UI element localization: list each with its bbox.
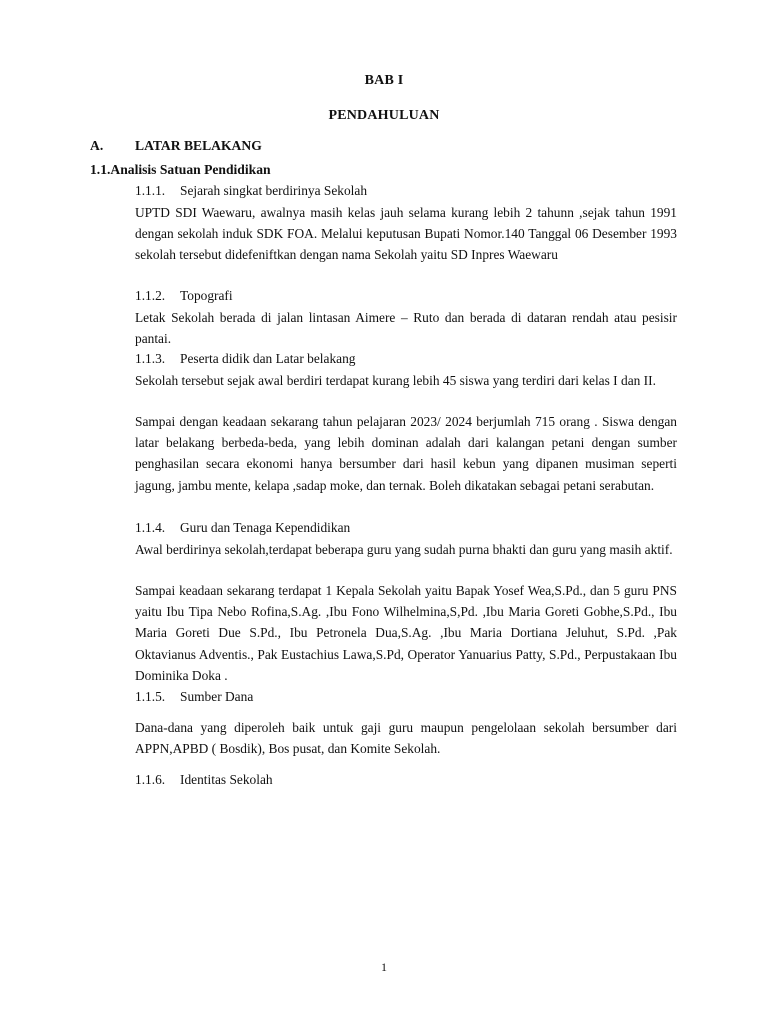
item-number: 1.1.4. <box>135 520 166 535</box>
item-title: Topografi <box>180 288 233 303</box>
item-heading-topografi <box>135 288 233 304</box>
item-number: 1.1.6. <box>135 772 166 787</box>
item-heading-sumber-dana <box>135 689 253 705</box>
paragraph-guru-sekarang: Sampai keadaan sekarang terdapat 1 Kepala Sekolah yaitu Bapak Yosef Wea,S.Pd., dan 5 guru PNS yaitu Ibu Tipa Nebo Rofina,S.Ag. ,Ibu Fono Wilhelmina,S,Pd. ,Ibu Maria Goreti Gobhe,S.Pd., Ibu Maria Goreti Due S.Pd., Ibu Petronela Dua,S.Ag. ,Ibu Maria Dortiana Jeluhut, S.Pd. ,Pak Oktavianus Adventis., Pak Eustachius Lawa,S.Pd, Operator Yanuarius Patty, S.Pd., Perpustakaan Ibu Dominika Doka . <box>135 583 677 683</box>
paragraph-sumber-dana: Dana-dana yang diperoleh baik untuk gaji guru maupun pengelolaan sekolah bersumber dari APPN,APBD ( Bosdik), Bos pusat, dan Komite Sekolah. <box>135 720 677 757</box>
item-heading-peserta-didik <box>135 351 356 367</box>
chapter-label: BAB I <box>364 73 404 88</box>
item-heading-guru <box>135 520 350 536</box>
paragraph-sejarah: UPTD SDI Waewaru, awalnya masih kelas jauh selama kurang lebih 2 tahunn ,sejak tahun 1991 dengan sekolah induk SDK FOA. Melalui keputusan Bupati Nomor.140 Tanggal 06 Desember 1993 sekolah tersebut didefeniftkan dengan nama Sekolah yaitu SD Inpres Waewaru <box>135 205 677 263</box>
item-number: 1.1.5. <box>135 689 166 704</box>
item-title: Sejarah singkat berdirinya Sekolah <box>180 183 368 198</box>
paragraph-peserta-awal: Sekolah tersebut sejak awal berdiri terdapat kurang lebih 45 siswa yang terdiri dari kelas I dan II. <box>135 373 656 388</box>
item-title: Peserta didik dan Latar belakang <box>180 351 356 366</box>
chapter-title: PENDAHULUAN <box>328 108 440 123</box>
item-heading-identitas <box>135 772 273 788</box>
paragraph-peserta-sekarang: Sampai dengan keadaan sekarang tahun pelajaran 2023/ 2024 berjumlah 715 orang . Siswa dengan latar belakang berbeda-beda, yang lebih dominan adalah dari kalangan petani dengan sumber penghasilan secara ekonomi hanya bersumber dari hasil kebun yang dipanen musiman seperti jagung, jambu mente, kelapa ,sadap moke, dan ternak. Boleh dikatakan sebagai petani serabutan. <box>135 414 677 493</box>
item-title: Guru dan Tenaga Kependidikan <box>180 520 351 535</box>
item-number: 1.1.3. <box>135 351 166 366</box>
item-title: Identitas Sekolah <box>180 772 273 787</box>
paragraph-guru-awal: Awal berdirinya sekolah,terdapat beberapa guru yang sudah purna bhakti dan guru yang masih aktif. <box>135 542 673 557</box>
item-heading-sejarah <box>135 183 367 199</box>
item-number: 1.1.1. <box>135 183 166 198</box>
item-number: 1.1.2. <box>135 288 166 303</box>
subsection-title: 1.1.Analisis Satuan Pendidikan <box>90 162 271 177</box>
section-title: LATAR BELAKANG <box>135 138 262 153</box>
paragraph-topografi: Letak Sekolah berada di jalan lintasan Aimere – Ruto dan berada di dataran rendah atau pesisir pantai. <box>135 310 677 347</box>
section-letter: A. <box>90 138 104 153</box>
item-title: Sumber Dana <box>180 689 254 704</box>
page-number: 1 <box>381 960 387 974</box>
